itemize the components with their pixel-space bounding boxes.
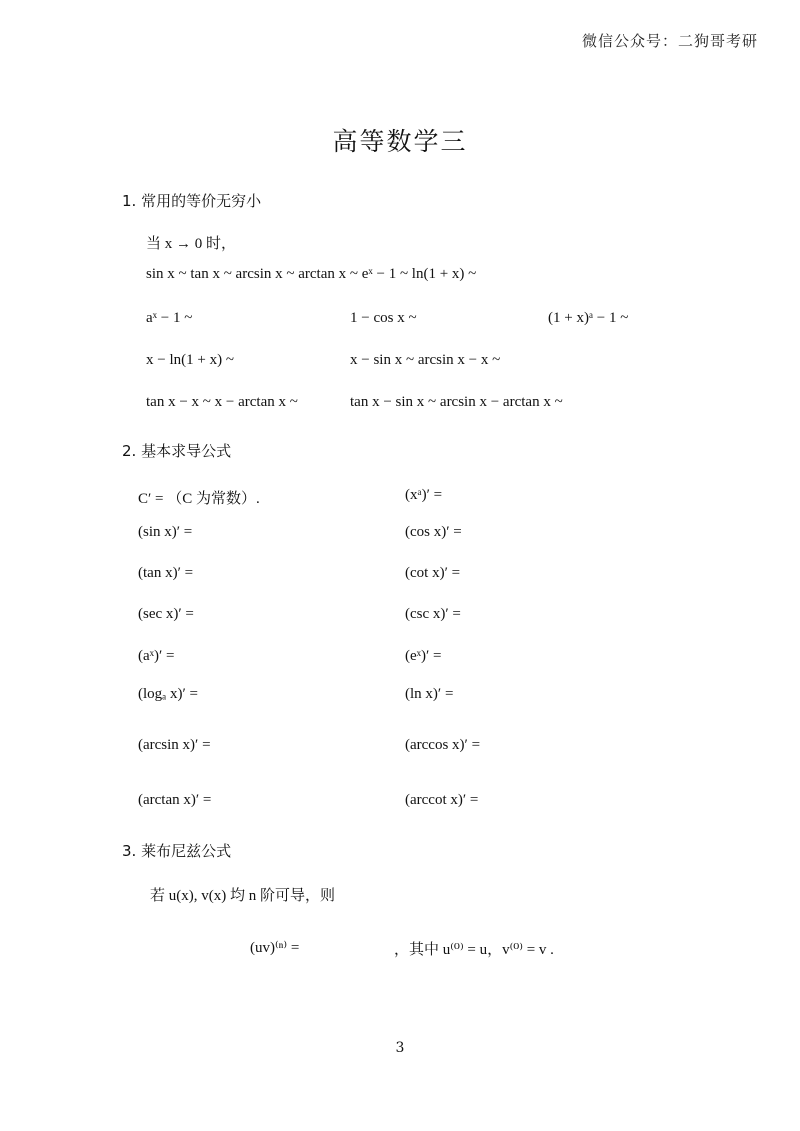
- derivative-formula: (ln x)′ =: [405, 686, 454, 702]
- derivative-formula: (sin x)′ =: [138, 524, 193, 540]
- derivative-formula: (csc x)′ =: [405, 606, 461, 622]
- equiv-item: 1 − cos x ~: [350, 310, 417, 326]
- page-title: 高等数学三: [332, 127, 468, 156]
- derivative-formula: (arctan x)′ =: [138, 792, 212, 808]
- page-number: 3: [395, 1040, 405, 1056]
- equiv-item: (1 + x)ᵃ − 1 ~: [548, 310, 629, 326]
- leibniz-formula-right: ，其中 u⁽⁰⁾ = u，v⁽⁰⁾ = v .: [394, 942, 554, 958]
- derivative-formula: (eˣ)′ =: [405, 648, 442, 664]
- equiv-item: x − sin x ~ arcsin x − x ~: [350, 352, 501, 368]
- derivative-formula: (sec x)′ =: [138, 606, 194, 622]
- derivative-formula: C′ = （C 为常数）.: [138, 491, 260, 507]
- equiv-item: x − ln(1 + x) ~: [146, 352, 234, 368]
- derivative-formula: (arcsin x)′ =: [138, 737, 211, 753]
- section-heading-2: 2. 基本求导公式: [122, 442, 232, 460]
- equiv-item: tan x − sin x ~ arcsin x − arctan x ~: [350, 394, 563, 410]
- derivative-formula: (arccos x)′ =: [405, 737, 481, 753]
- derivative-formula: (cot x)′ =: [405, 565, 461, 581]
- section-heading-1: 1. 常用的等价无穷小: [122, 192, 262, 210]
- derivative-formula: (arccot x)′ =: [405, 792, 479, 808]
- derivative-formula: (xᵃ)′ =: [405, 487, 443, 503]
- section-heading-3: 3. 莱布尼兹公式: [122, 842, 232, 860]
- derivative-formula: (cos x)′ =: [405, 524, 462, 540]
- equiv-item: aˣ − 1 ~: [146, 310, 193, 326]
- equiv-item: tan x − x ~ x − arctan x ~: [146, 394, 298, 410]
- leibniz-formula-left: (uv)⁽ⁿ⁾ =: [250, 940, 300, 956]
- equivalence-chain: sin x ~ tan x ~ arcsin x ~ arctan x ~ eˣ − 1 ~ ln(1 + x) ~: [146, 266, 477, 282]
- derivative-formula: (tan x)′ =: [138, 565, 194, 581]
- derivative-formula: (aˣ)′ =: [138, 648, 175, 664]
- derivative-formula: (logₐ x)′ =: [138, 686, 198, 702]
- watermark-header: 微信公众号：二狗哥考研: [581, 32, 758, 50]
- leibniz-condition: 若 u(x), v(x) 均 n 阶可导，则: [150, 888, 335, 904]
- section1-intro: 当 x → 0 时，: [146, 236, 237, 252]
